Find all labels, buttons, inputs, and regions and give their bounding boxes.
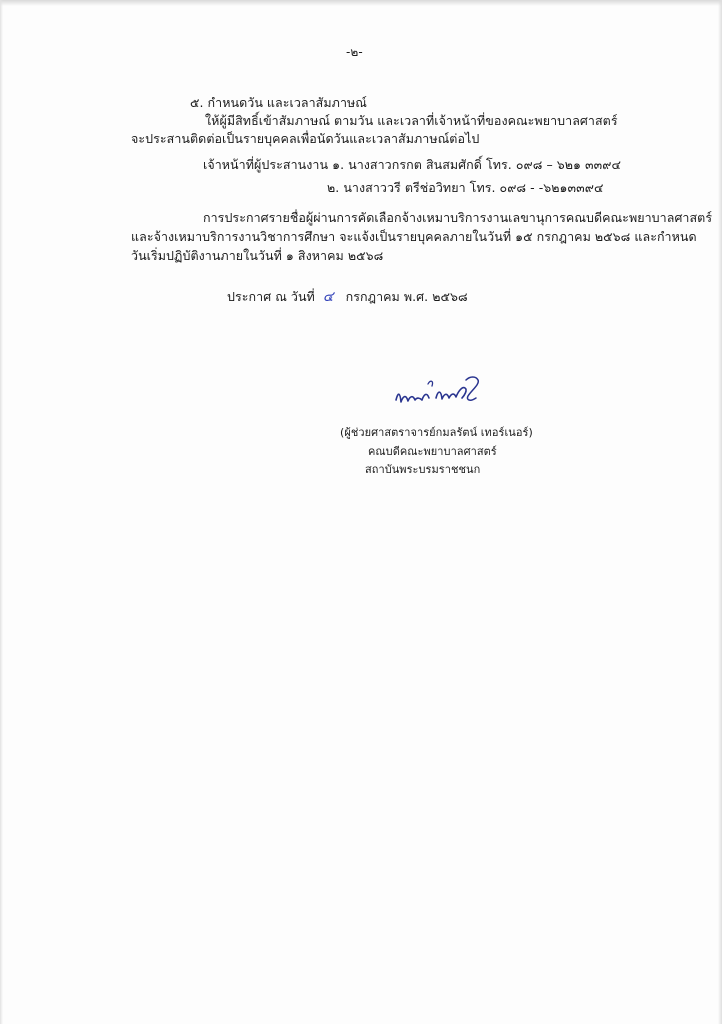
date-day-handwritten: ๔: [322, 289, 334, 305]
paragraph2-line3: วันเริ่มปฏิบัติงานภายในวันที่ ๑ สิงหาคม ๒๕๖๘: [131, 248, 384, 263]
date-suffix: กรกฎาคม พ.ศ. ๒๕๖๘: [345, 289, 468, 304]
contact-line-1: เจ้าหน้าที่ผู้ประสานงาน ๑. นางสาวกรกต สินสมศักดิ์ โทร. ๐๙๘ – ๖๒๑ ๓๓๙๔: [203, 157, 621, 172]
scan-edge-left: [0, 0, 3, 1024]
scan-edge-top: [0, 0, 722, 6]
signatory-name: (ผู้ช่วยศาสตราจารย์กมลรัตน์ เทอร์เนอร์): [340, 426, 533, 439]
scan-edge-right: [718, 0, 722, 1024]
contact-line-2: ๒. นางสาววรี ตรีช่อวิทยา โทร. ๐๙๘ - -๖๒๑๓๓๙๔: [327, 180, 604, 195]
handwritten-signature: [392, 370, 488, 416]
announcement-date: [227, 289, 468, 305]
page-number: -๒-: [346, 45, 363, 59]
paragraph2-line1: การประกาศรายชื่อผู้ผ่านการคัดเลือกจ้างเหมาบริการงานเลขานุการคณบดีคณะพยาบาลศาสตร์: [203, 210, 713, 225]
section-heading: ๕. กำหนดวัน และเวลาสัมภาษณ์: [190, 95, 367, 110]
signatory-position: คณบดีคณะพยาบาลศาสตร์: [368, 445, 497, 458]
signatory-institution: สถาบันพระบรมราชชนก: [365, 463, 481, 476]
paragraph2-line2: และจ้างเหมาบริการงานวิชาการศึกษา จะแจ้งเป็นรายบุคคลภายในวันที่ ๑๕ กรกฎาคม ๒๕๖๘ และกำหนด: [131, 229, 697, 244]
paragraph1-line2: จะประสานติดต่อเป็นรายบุคคลเพื่อนัดวันและเวลาสัมภาษณ์ต่อไป: [131, 131, 480, 146]
date-prefix: ประกาศ ณ วันที่: [227, 289, 315, 304]
paragraph1-line1: ให้ผู้มีสิทธิ์เข้าสัมภาษณ์ ตามวัน และเวลาที่เจ้าหน้าที่ของคณะพยาบาลศาสตร์: [205, 113, 618, 128]
